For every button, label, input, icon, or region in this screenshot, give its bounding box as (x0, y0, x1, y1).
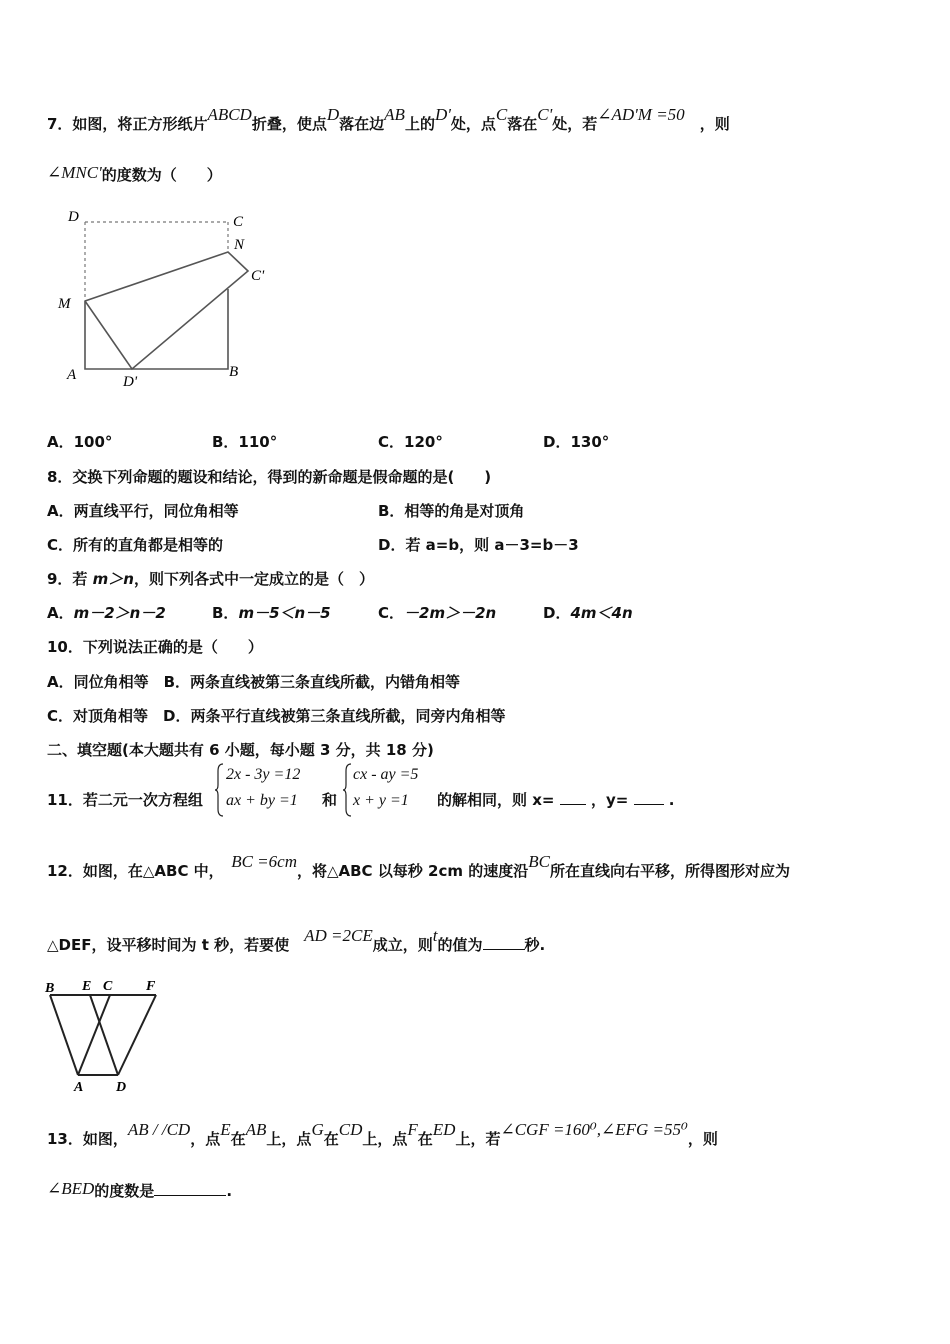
label-N: N (234, 237, 245, 253)
q11-blank-y[interactable] (634, 804, 664, 805)
q7-option-d: D．130° (543, 433, 610, 451)
q8-option-c: C．所有的直角都是相等的 (47, 536, 224, 554)
q11-stem-suffix: 的解相同，则 x= ，y= . (437, 791, 675, 809)
q12-figure (40, 975, 170, 1097)
q10-options-row2: C．对顶角相等 D．两条平行直线被第三条直线所截，同旁内角相等 (47, 707, 506, 725)
q7-option-b: B．110° (212, 433, 278, 451)
q11-system2-eq1: cx - ay =5 (353, 766, 419, 783)
q12-stem-line1: 12．如图，在△ABC 中， BC =6cm，将△ABC 以每秒 2cm 的速度沿BC所在直线向右平移，所得图形对应为 (47, 852, 790, 880)
label-F: F (146, 979, 156, 994)
label-E: E (82, 979, 92, 994)
label-D-prime: D' (123, 374, 138, 390)
label-A: A (67, 367, 77, 383)
label-A: A (74, 1080, 84, 1095)
label-C: C (233, 214, 244, 230)
q11-system1-eq2: ax + by =1 (226, 792, 298, 809)
q9-option-b: B．m－5＜n－5 (212, 604, 331, 622)
q8-stem: 8．交换下列命题的题设和结论，得到的新命题是假命题的是( ) (47, 468, 492, 486)
q7-option-c: C．120° (378, 433, 443, 451)
q11-system2-brace (342, 763, 352, 817)
q13-stem-line2: ∠BED的度数是 . (47, 1179, 233, 1200)
q9-option-d: D．4m＜4n (543, 604, 633, 622)
side-FD (118, 995, 156, 1075)
label-C-prime: C' (251, 268, 265, 284)
q11-system2 (353, 762, 418, 814)
q11-system1-brace (214, 763, 224, 817)
q11-system1-eq1: 2x - 3y =12 (226, 766, 301, 783)
q11-blank-x[interactable] (560, 804, 586, 805)
q12-stem-line2: △DEF，设平移时间为 t 秒，若要使 AD =2CE成立，则t的值为 秒. (47, 926, 546, 954)
label-D: D (116, 1080, 127, 1095)
section-2-title: 二、填空题(本大题共有 6 小题，每小题 3 分，共 18 分) (47, 741, 434, 759)
q10-stem: 10．下列说法正确的是（ ） (47, 638, 263, 656)
label-B: B (229, 364, 239, 380)
q11-system1 (226, 762, 300, 814)
folded-shape (85, 252, 248, 369)
q9-option-a: A．m－2＞n－2 (47, 604, 166, 622)
q8-option-d: D．若 a=b，则 a－3=b－3 (378, 536, 579, 554)
label-D: D (68, 209, 79, 225)
q7-stem-line1: 7．如图，将正方形纸片ABCD折叠，使点D落在边AB上的D'处，点C落在C'处，若∠AD'M =50 ，则 (47, 105, 730, 133)
q13-blank-angle[interactable] (154, 1195, 226, 1196)
q11-system2-eq2: x + y =1 (353, 792, 409, 809)
q12-blank-t[interactable] (483, 949, 525, 950)
q11-and: 和 (322, 791, 338, 809)
q9-option-c: C．－2m＞－2n (378, 604, 497, 622)
label-M: M (58, 296, 71, 312)
side-BA (50, 995, 78, 1075)
q13-stem-line1: 13．如图，AB / /CD，点E在AB上，点G在CD上，点F在ED上，若∠CGF =160⁰,∠EFG =55⁰，则 (47, 1120, 718, 1148)
q7-option-a: A．100° (47, 433, 113, 451)
q8-option-a: A．两直线平行，同位角相等 (47, 502, 239, 520)
q10-options-row1: A．同位角相等 B．两条直线被第三条直线所截，内错角相等 (47, 673, 461, 691)
q11-stem-prefix: 11．若二元一次方程组 (47, 791, 203, 809)
square-sides (85, 289, 228, 369)
q7-stem-line2: ∠MNC'的度数为（ ） (47, 163, 222, 184)
label-C: C (103, 979, 113, 994)
q7-figure (55, 205, 285, 395)
q9-stem: 9．若 m＞n，则下列各式中一定成立的是（ ） (47, 570, 374, 588)
q8-option-b: B．相等的角是对顶角 (378, 502, 525, 520)
label-B: B (45, 981, 55, 996)
